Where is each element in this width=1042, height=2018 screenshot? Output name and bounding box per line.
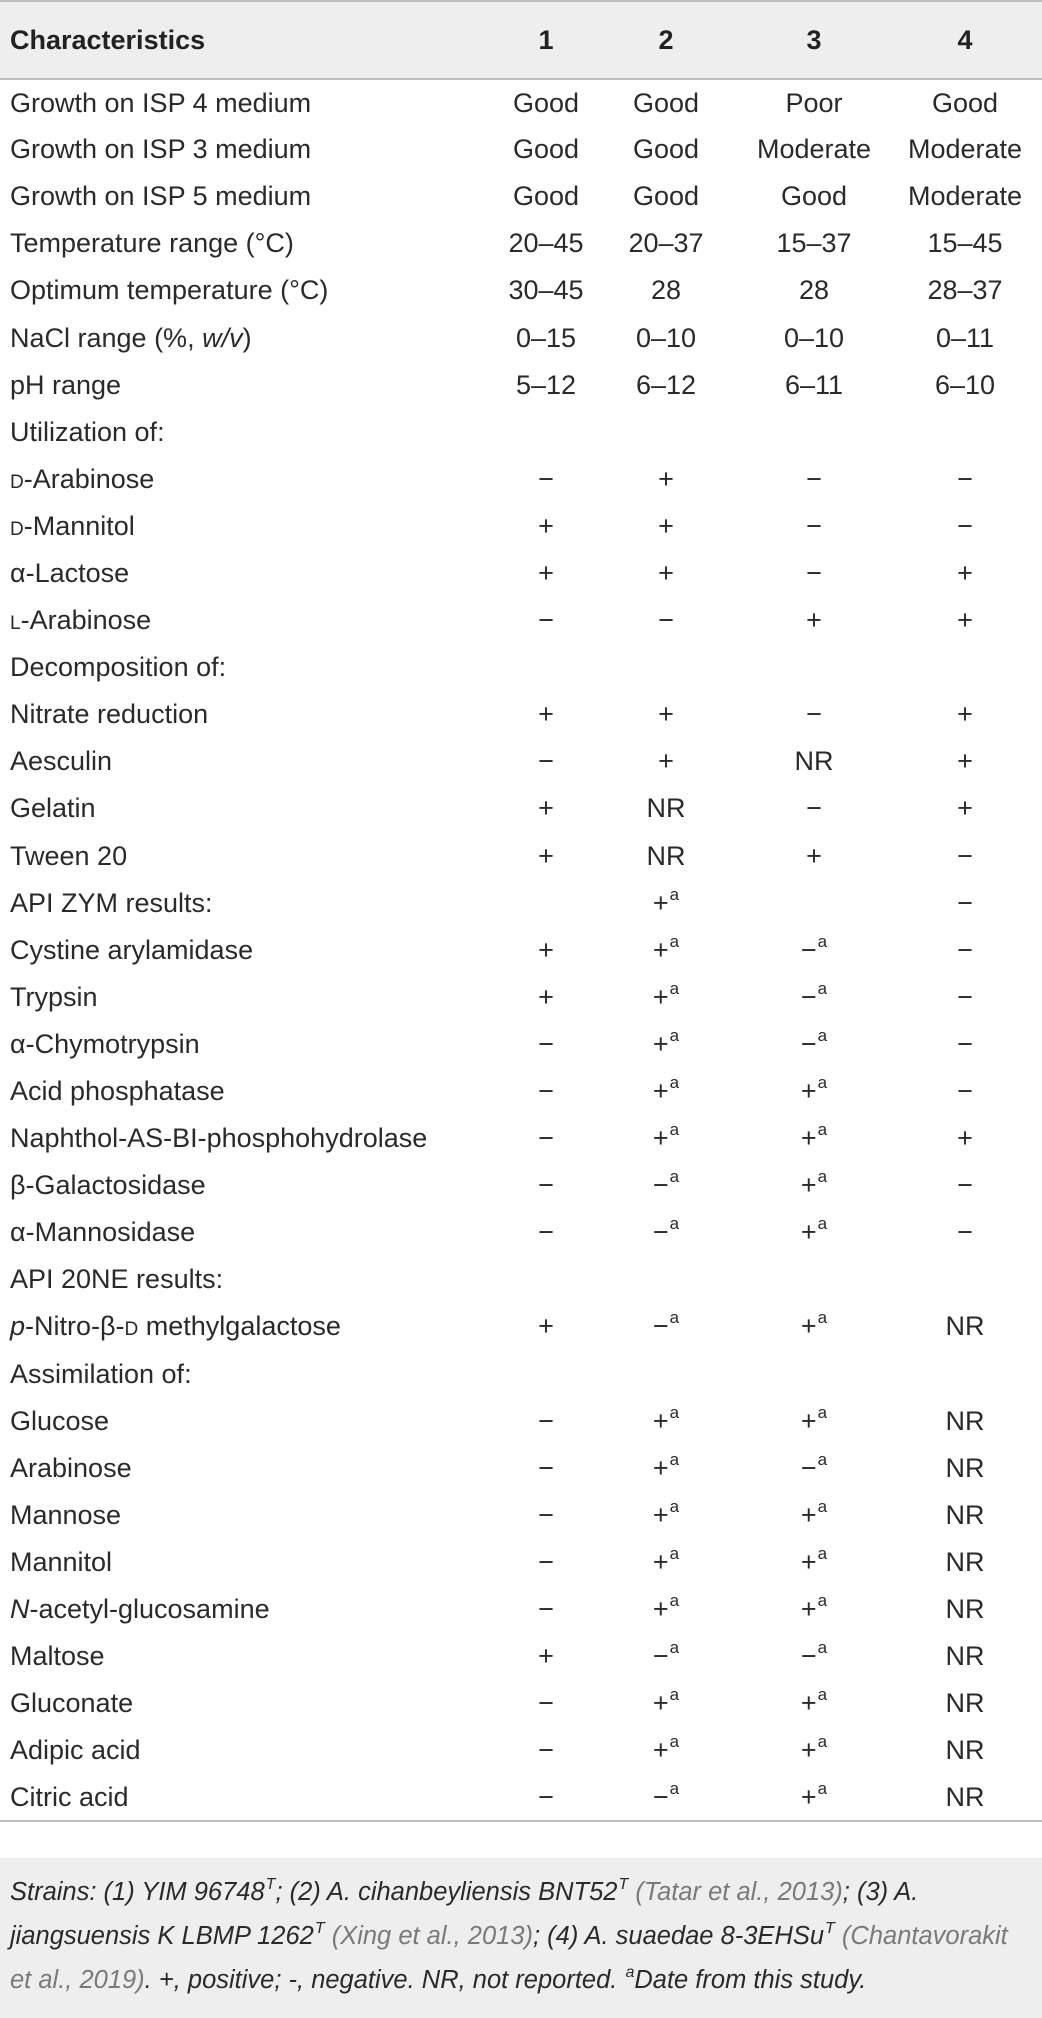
row-label: l-Arabinose [10, 605, 152, 636]
cell-strain-1: + [538, 557, 554, 588]
cell-strain-4: Good [931, 87, 999, 118]
table-row [0, 409, 1042, 456]
cell-strain-2: NR [646, 793, 686, 824]
table-row [0, 362, 1042, 409]
cell-strain-4: − [957, 1028, 973, 1059]
table-row [0, 833, 1042, 880]
cell-strain-2: −$^a$ [652, 1167, 680, 1201]
cell-strain-2: +$^a$ [652, 1685, 680, 1719]
cell-strain-1: Good [512, 134, 580, 165]
cell-strain-4 [888, 409, 1042, 456]
table-row [0, 173, 1042, 220]
cell-strain-3: +$^a$ [800, 1308, 828, 1342]
cell-strain-2: +$^a$ [652, 1496, 680, 1530]
row-label: p-Nitro-β-d methylgalactose [10, 1311, 341, 1342]
cell-strain-2: +$^a$ [652, 1025, 680, 1059]
cell-strain-3 [740, 409, 888, 456]
cell-strain-4: 28–37 [927, 275, 1003, 306]
cell-strain-1: − [538, 1123, 554, 1154]
cell-strain-3: +$^a$ [800, 1073, 828, 1107]
cell-strain-1: + [538, 699, 554, 730]
cell-strain-3: +$^a$ [800, 1120, 828, 1154]
cell-strain-1: − [538, 1217, 554, 1248]
cell-strain-2: Good [632, 87, 700, 118]
cell-strain-4: NR [945, 1546, 985, 1577]
cell-strain-4: NR [945, 1641, 985, 1672]
table-row [0, 1068, 1042, 1115]
table-row [0, 785, 1042, 832]
cell-strain-3: −$^a$ [800, 978, 828, 1012]
cell-strain-3: 0–10 [783, 322, 845, 353]
column-header-strain-2: 2 [658, 24, 674, 55]
cell-strain-3: +$^a$ [800, 1214, 828, 1248]
table-row [0, 974, 1042, 1021]
cell-strain-3: − [806, 793, 822, 824]
row-label: d-Mannitol [10, 510, 135, 541]
cell-strain-3: + [806, 605, 822, 636]
cell-strain-1: − [538, 463, 554, 494]
table-row [0, 1586, 1042, 1633]
row-label: α-Chymotrypsin [10, 1028, 200, 1059]
cell-strain-4: − [957, 510, 973, 541]
cell-strain-4: NR [945, 1499, 985, 1530]
table-row [0, 79, 1042, 126]
cell-strain-3: + [806, 840, 822, 871]
cell-strain-1: Good [512, 181, 580, 212]
row-label: Nitrate reduction [10, 699, 209, 730]
cell-strain-4: NR [945, 1405, 985, 1436]
row-label: Arabinose [10, 1452, 132, 1483]
row-label: Growth on ISP 3 medium [10, 134, 312, 165]
cell-strain-4: + [957, 557, 973, 588]
cell-strain-3: − [806, 463, 822, 494]
table-row [0, 1351, 1042, 1398]
cell-strain-2: + [658, 557, 674, 588]
cell-strain-1: 0–15 [515, 322, 577, 353]
cell-strain-2: +$^a$ [652, 1120, 680, 1154]
row-label: N-acetyl-glucosamine [10, 1594, 270, 1625]
table-row [0, 456, 1042, 503]
table-body [0, 79, 1042, 1821]
cell-strain-3: +$^a$ [800, 1543, 828, 1577]
table-header [0, 1, 1042, 79]
cell-strain-1: − [538, 1688, 554, 1719]
cell-strain-3 [740, 644, 888, 691]
cell-strain-1: + [538, 510, 554, 541]
row-label: Naphthol-AS-BI-phosphohydrolase [10, 1123, 428, 1154]
cell-strain-1 [480, 409, 592, 456]
table-row [0, 1445, 1042, 1492]
row-label: Gluconate [10, 1688, 134, 1719]
cell-strain-1: Good [512, 87, 580, 118]
header-row [0, 1, 1042, 79]
cell-strain-4: − [957, 1217, 973, 1248]
row-label: Maltose [10, 1641, 105, 1672]
cell-strain-1 [480, 644, 592, 691]
cell-strain-4: − [957, 1076, 973, 1107]
cell-strain-1: − [538, 1594, 554, 1625]
table-row [0, 267, 1042, 314]
table-row [0, 220, 1042, 267]
cell-strain-2: +$^a$ [652, 1543, 680, 1577]
cell-strain-3: +$^a$ [800, 1732, 828, 1766]
cell-strain-2: +$^a$ [652, 884, 680, 918]
cell-strain-4: + [957, 605, 973, 636]
cell-strain-3 [740, 880, 888, 927]
column-header-characteristics: Characteristics [10, 24, 206, 55]
cell-strain-4 [888, 1256, 1042, 1303]
cell-strain-4: + [957, 1123, 973, 1154]
cell-strain-1: − [538, 1405, 554, 1436]
cell-strain-4: + [957, 793, 973, 824]
cell-strain-4: + [957, 746, 973, 777]
cell-strain-2: + [658, 746, 674, 777]
cell-strain-2: − [658, 605, 674, 636]
row-label: Adipic acid [10, 1735, 141, 1766]
row-label: API ZYM results: [10, 887, 213, 918]
row-label: pH range [10, 369, 122, 400]
table-row [0, 1492, 1042, 1539]
table-row [0, 550, 1042, 597]
cell-strain-2: 6–12 [635, 369, 697, 400]
table-footnote: Strains: (1) YIM $96748^T$; (2) A. cihanbeyliensis $BNT52^T$ (Tatar et al., 2013); (3) A. jiangsuensis K LBMP $1262^T$ (Xing et al., 2013); (4) A. suaedae 8-3EHSu$^T$ (Chantavorakit et al., 2019). +, positive; -, negative. NR, not reported. $^a$Date from this study. [0, 1858, 1042, 2018]
table-row [0, 1303, 1042, 1350]
cell-strain-4: 0–11 [935, 322, 995, 353]
cell-strain-1: 5–12 [515, 369, 577, 400]
cell-strain-1: + [538, 840, 554, 871]
cell-strain-3: +$^a$ [800, 1591, 828, 1625]
cell-strain-1: + [538, 1311, 554, 1342]
cell-strain-1: 30–45 [508, 275, 584, 306]
table-row [0, 1398, 1042, 1445]
cell-strain-2: +$^a$ [652, 1449, 680, 1483]
row-label: Glucose [10, 1405, 110, 1436]
table-row [0, 503, 1042, 550]
cell-strain-4: − [957, 981, 973, 1012]
row-label: API 20NE results: [10, 1264, 224, 1295]
row-label: Growth on ISP 4 medium [10, 87, 312, 118]
table-row [0, 691, 1042, 738]
cell-strain-3: − [806, 510, 822, 541]
row-label: Mannose [10, 1499, 122, 1530]
cell-strain-2: + [658, 510, 674, 541]
row-label: Assimilation of: [10, 1358, 192, 1389]
table-row [0, 880, 1042, 927]
cell-strain-3: +$^a$ [800, 1496, 828, 1530]
cell-strain-2 [592, 409, 740, 456]
cell-strain-3: +$^a$ [800, 1778, 828, 1812]
cell-strain-2: −$^a$ [652, 1214, 680, 1248]
table-row [0, 1021, 1042, 1068]
cell-strain-4: 15–45 [927, 228, 1003, 259]
cell-strain-2: 28 [650, 275, 682, 306]
cell-strain-4: Moderate [907, 181, 1023, 212]
cell-strain-1 [480, 1351, 592, 1398]
cell-strain-4: Moderate [907, 134, 1023, 165]
table-row [0, 1162, 1042, 1209]
cell-strain-3: −$^a$ [800, 1025, 828, 1059]
cell-strain-1: − [538, 1452, 554, 1483]
column-header-strain-1: 1 [538, 24, 554, 55]
cell-strain-1: − [538, 1781, 554, 1812]
cell-strain-3: Good [780, 181, 848, 212]
row-label: Temperature range (°C) [10, 228, 294, 259]
cell-strain-2: Good [632, 181, 700, 212]
row-label: α-Lactose [10, 557, 130, 588]
cell-strain-2: + [658, 463, 674, 494]
cell-strain-4: − [957, 1170, 973, 1201]
table-row [0, 126, 1042, 173]
cell-strain-2 [592, 1256, 740, 1303]
cell-strain-1: + [538, 1641, 554, 1672]
cell-strain-3: NR [794, 746, 834, 777]
cell-strain-4: NR [945, 1311, 985, 1342]
cell-strain-3: −$^a$ [800, 1449, 828, 1483]
cell-strain-2: 0–10 [635, 322, 697, 353]
cell-strain-2: +$^a$ [652, 1591, 680, 1625]
cell-strain-1: − [538, 1499, 554, 1530]
cell-strain-4 [888, 1351, 1042, 1398]
table-row [0, 1727, 1042, 1774]
table-row [0, 597, 1042, 644]
cell-strain-3: +$^a$ [800, 1402, 828, 1436]
cell-strain-4: − [957, 840, 973, 871]
cell-strain-4: − [957, 463, 973, 494]
row-label: Optimum temperature (°C) [10, 275, 329, 306]
cell-strain-3: +$^a$ [800, 1167, 828, 1201]
cell-strain-3: 28 [798, 275, 830, 306]
column-header-strain-3: 3 [806, 24, 822, 55]
row-label: Utilization of: [10, 416, 165, 447]
cell-strain-1: + [538, 793, 554, 824]
cell-strain-2: +$^a$ [652, 978, 680, 1012]
table-row [0, 1633, 1042, 1680]
table-row [0, 644, 1042, 691]
row-label: Acid phosphatase [10, 1076, 225, 1107]
cell-strain-3: 15–37 [776, 228, 852, 259]
row-label: Gelatin [10, 793, 96, 824]
cell-strain-3: +$^a$ [800, 1685, 828, 1719]
cell-strain-2: −$^a$ [652, 1308, 680, 1342]
row-label: NaCl range (%, w/v) [10, 322, 252, 353]
cell-strain-1: − [538, 1170, 554, 1201]
cell-strain-4 [888, 644, 1042, 691]
cell-strain-2: 20–37 [628, 228, 704, 259]
cell-strain-4: − [957, 887, 973, 918]
row-label: Citric acid [10, 1781, 129, 1812]
cell-strain-2: +$^a$ [652, 1732, 680, 1766]
row-label: Trypsin [10, 981, 98, 1012]
cell-strain-2: +$^a$ [652, 1073, 680, 1107]
table-row [0, 927, 1042, 974]
row-label: β-Galactosidase [10, 1170, 206, 1201]
cell-strain-3: 6–11 [784, 369, 844, 400]
cell-strain-2: NR [646, 840, 686, 871]
row-label: Aesculin [10, 746, 113, 777]
cell-strain-3: −$^a$ [800, 931, 828, 965]
table-row [0, 738, 1042, 785]
cell-strain-4: NR [945, 1594, 985, 1625]
row-label: d-Arabinose [10, 463, 155, 494]
cell-strain-2: +$^a$ [652, 1402, 680, 1436]
cell-strain-4: − [957, 934, 973, 965]
cell-strain-4: NR [945, 1688, 985, 1719]
row-label: Decomposition of: [10, 652, 227, 683]
table-row [0, 1256, 1042, 1303]
row-label: α-Mannosidase [10, 1217, 196, 1248]
cell-strain-2 [592, 644, 740, 691]
cell-strain-3: − [806, 557, 822, 588]
cell-strain-3: Moderate [756, 134, 872, 165]
cell-strain-1: − [538, 1546, 554, 1577]
cell-strain-1: + [538, 981, 554, 1012]
table-row [0, 1209, 1042, 1256]
cell-strain-3 [740, 1256, 888, 1303]
cell-strain-1: − [538, 1028, 554, 1059]
cell-strain-2: +$^a$ [652, 931, 680, 965]
cell-strain-4: + [957, 699, 973, 730]
cell-strain-1 [480, 1256, 592, 1303]
cell-strain-2: −$^a$ [652, 1778, 680, 1812]
cell-strain-1 [480, 880, 592, 927]
cell-strain-2 [592, 1351, 740, 1398]
cell-strain-4: NR [945, 1452, 985, 1483]
cell-strain-2: + [658, 699, 674, 730]
cell-strain-1: + [538, 934, 554, 965]
row-label: Cystine arylamidase [10, 934, 254, 965]
row-label: Growth on ISP 5 medium [10, 181, 312, 212]
cell-strain-1: − [538, 746, 554, 777]
cell-strain-2: −$^a$ [652, 1638, 680, 1672]
cell-strain-2: Good [632, 134, 700, 165]
cell-strain-4: NR [945, 1735, 985, 1766]
cell-strain-3: −$^a$ [800, 1638, 828, 1672]
table-row [0, 1115, 1042, 1162]
table-row [0, 1774, 1042, 1821]
cell-strain-1: − [538, 605, 554, 636]
table-row [0, 314, 1042, 361]
table-row [0, 1539, 1042, 1586]
table-row [0, 1680, 1042, 1727]
cell-strain-3 [740, 1351, 888, 1398]
cell-strain-1: − [538, 1735, 554, 1766]
row-label: Tween 20 [10, 840, 128, 871]
cell-strain-1: 20–45 [508, 228, 584, 259]
cell-strain-4: 6–10 [934, 369, 996, 400]
cell-strain-3: Poor [785, 87, 843, 118]
cell-strain-4: NR [945, 1781, 985, 1812]
row-label: Mannitol [10, 1546, 113, 1577]
cell-strain-1: − [538, 1076, 554, 1107]
cell-strain-3: − [806, 699, 822, 730]
column-header-strain-4: 4 [957, 24, 973, 55]
